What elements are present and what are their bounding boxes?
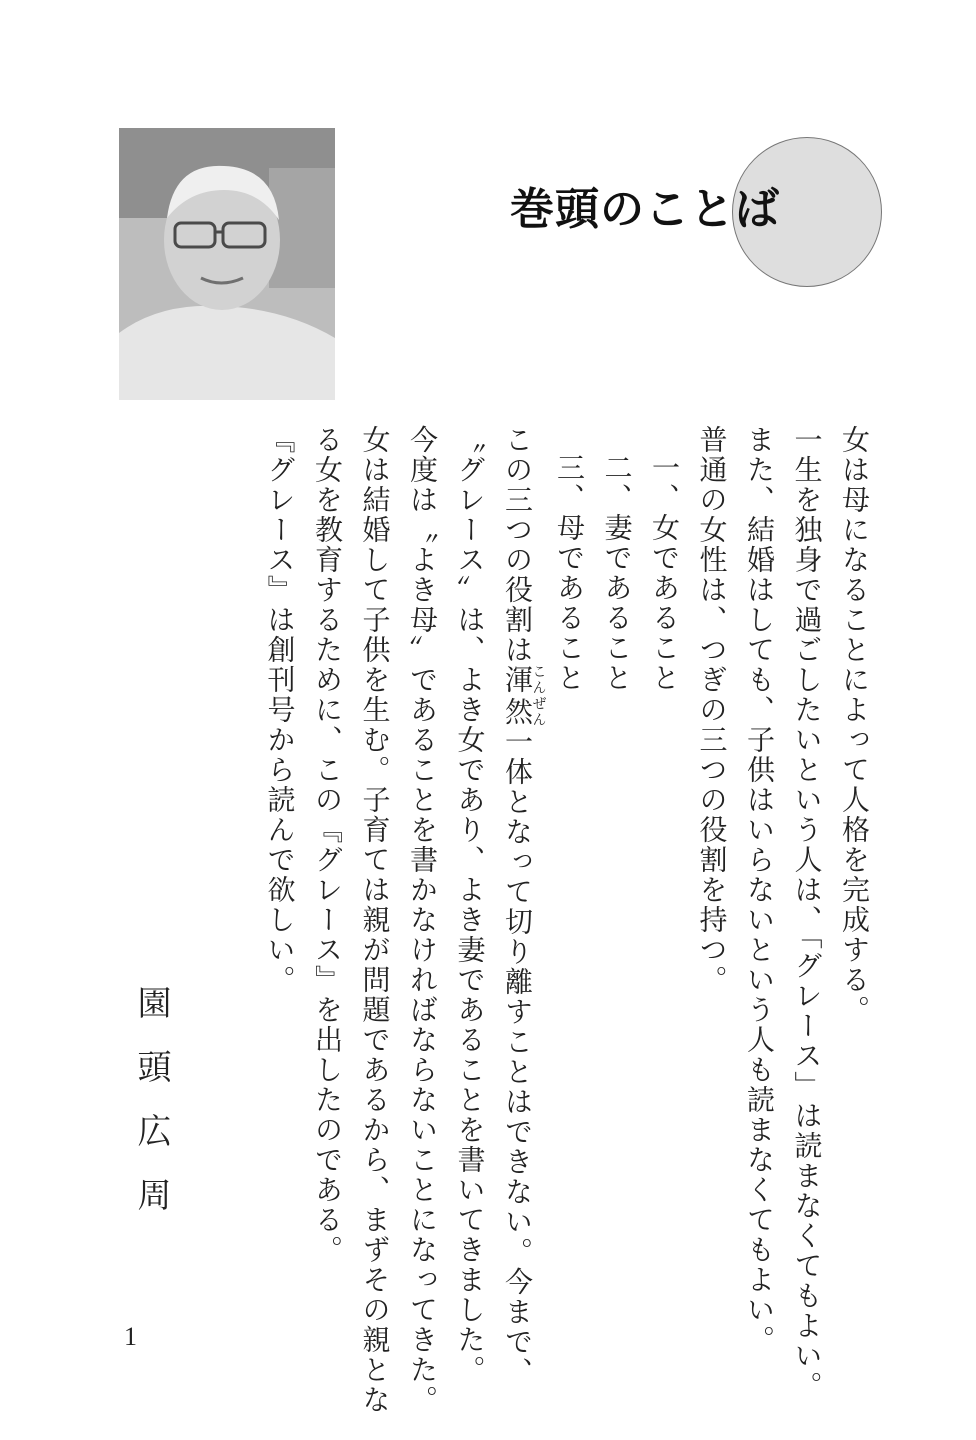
paragraph: 『グレース』は創刊号から読んで欲しい。 xyxy=(263,425,297,995)
paragraph: 今度は〝よき母〟であることを書かなければならないことになってきた。 xyxy=(406,425,439,1415)
paragraph: る女を教育するために、この『グレース』を出したのである。 xyxy=(311,425,344,1265)
page-number: 1 xyxy=(124,1322,137,1351)
paragraph: 女は結婚して子供を生む。子育ては親が問題であるから、まずその親とな xyxy=(358,425,392,1415)
paragraph xyxy=(494,425,547,1387)
page-title: 巻頭のことば xyxy=(510,184,780,235)
list-item: 二、妻であること xyxy=(600,453,634,693)
ruby-reading: こんぜん xyxy=(530,664,547,728)
paragraph: また、結婚はしても、子供はいらないという人も読まなくてもよい。 xyxy=(743,425,776,1355)
paragraph: 女は母になることによって人格を完成する。 xyxy=(838,425,871,1025)
paragraph: 〝グレース〟は、よき女であり、よき妻であることを書いてきました。 xyxy=(453,425,487,1385)
paragraph: 普通の女性は、つぎの三つの役割を持つ。 xyxy=(695,425,729,995)
paragraph-part: この三つの役割は xyxy=(501,425,534,665)
author-portrait xyxy=(119,128,335,400)
author-name: 園頭広周 xyxy=(131,985,171,1241)
paragraph-part: 一体となって切り離すことはできない。今まで、 xyxy=(501,727,534,1387)
ruby-word xyxy=(501,664,547,728)
paragraph: 一生を独身で過ごしたいという人は、「グレース」は読まなくてもよい。 xyxy=(790,425,824,1401)
ruby-base: 渾然 xyxy=(501,664,534,728)
body-text xyxy=(238,425,878,1415)
list-item: 三、母であること xyxy=(553,453,586,693)
list-item: 一、女であること xyxy=(648,453,681,693)
